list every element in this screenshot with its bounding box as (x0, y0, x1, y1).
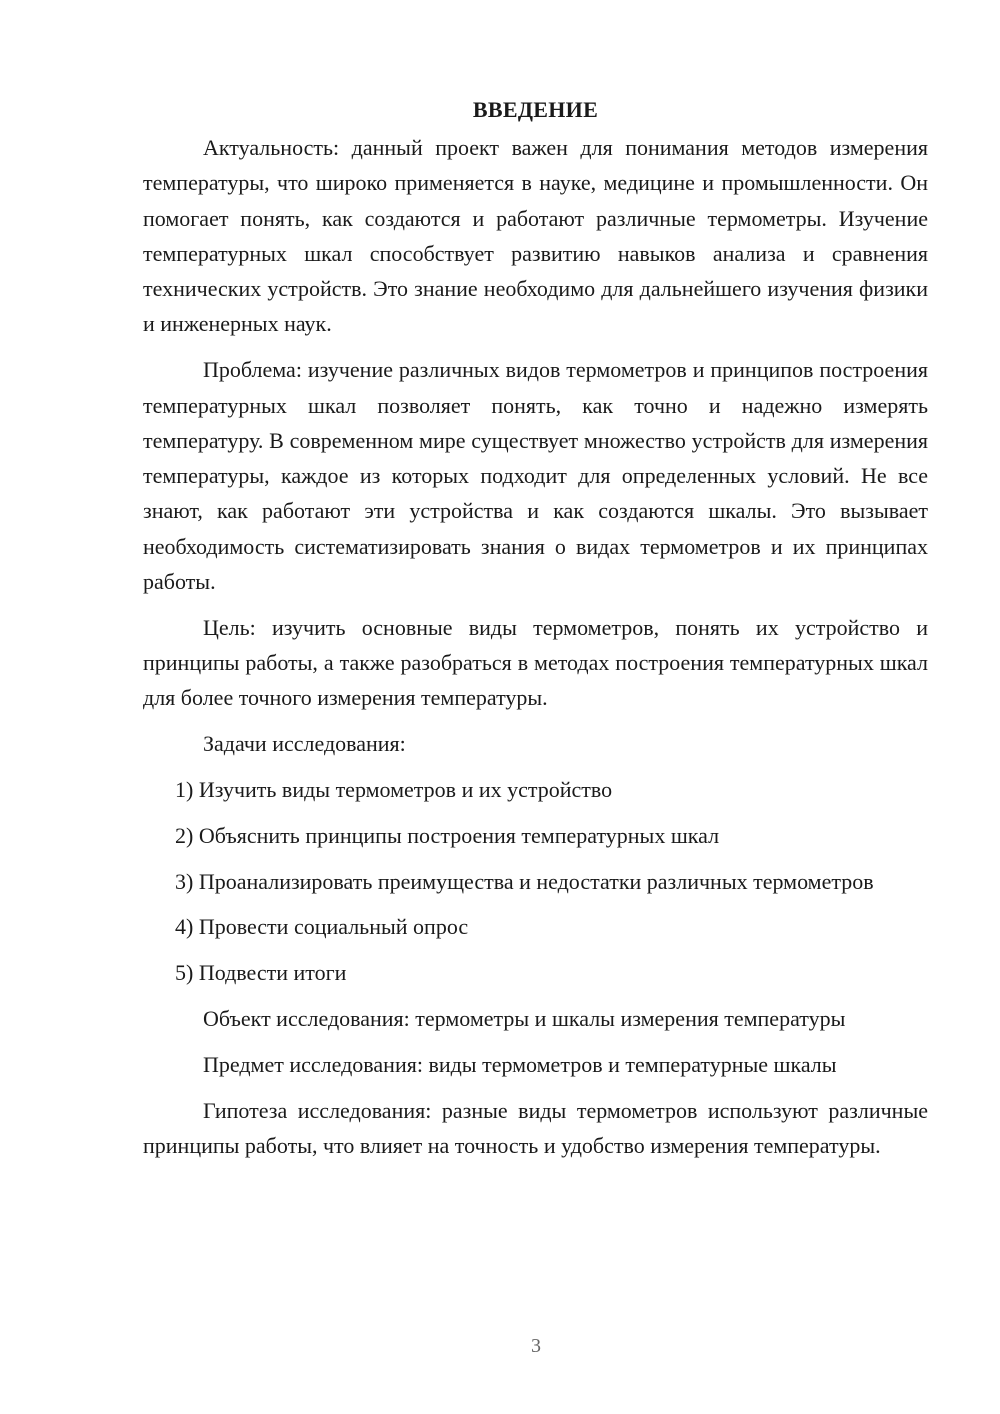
task-item-3: 3) Проанализировать преимущества и недостатки различных термометров (175, 868, 874, 894)
page-title: ВВЕДЕНИЕ (472, 97, 599, 122)
problem-paragraph: Проблема: изучение различных видов термометров и принципов построения температурных шкал позволяет понять, как точно и надежно измерять температуру. В современном мире существует множество устройств для измерения температуры, каждое из которых подходит для определенных условий. Не все знают, как работают эти устройства и как создаются шкалы. Это вызывает необходимость систематизировать знания о видах термометров и их принципах работы. (143, 357, 928, 595)
task-item-2: 2) Объяснить принципы построения температурных шкал (175, 822, 720, 848)
hypothesis-paragraph: Гипотеза исследования: разные виды термометров используют различные принципы работы, что влияет на точность и удобство измерения температуры. (143, 1097, 928, 1158)
relevance-paragraph: Актуальность: данный проект важен для понимания методов измерения температуры, что широко применяется в науке, медицине и промышленности. Он помогает понять, как создаются и работают различные термометры. Изучение температурных шкал способствует развитию навыков анализа и сравнения технических устройств. Это знание необходимо для дальнейшего изучения физики и инженерных наук. (143, 135, 928, 337)
task-item-5: 5) Подвести итоги (175, 960, 347, 986)
task-item-4: 4) Провести социальный опрос (175, 914, 469, 940)
object-paragraph: Объект исследования: термометры и шкалы измерения температуры (203, 1006, 846, 1032)
subject-paragraph: Предмет исследования: виды термометров и температурные шкалы (203, 1051, 837, 1077)
tasks-heading: Задачи исследования: (203, 731, 406, 757)
page-number: 3 (531, 1335, 541, 1357)
task-item-1: 1) Изучить виды термометров и их устройство (175, 777, 613, 803)
page-content (143, 92, 928, 1163)
goal-paragraph: Цель: изучить основные виды термометров, понять их устройство и принципы работы, а также разобраться в методах построения температурных шкал для более точного измерения температуры. (143, 614, 928, 711)
